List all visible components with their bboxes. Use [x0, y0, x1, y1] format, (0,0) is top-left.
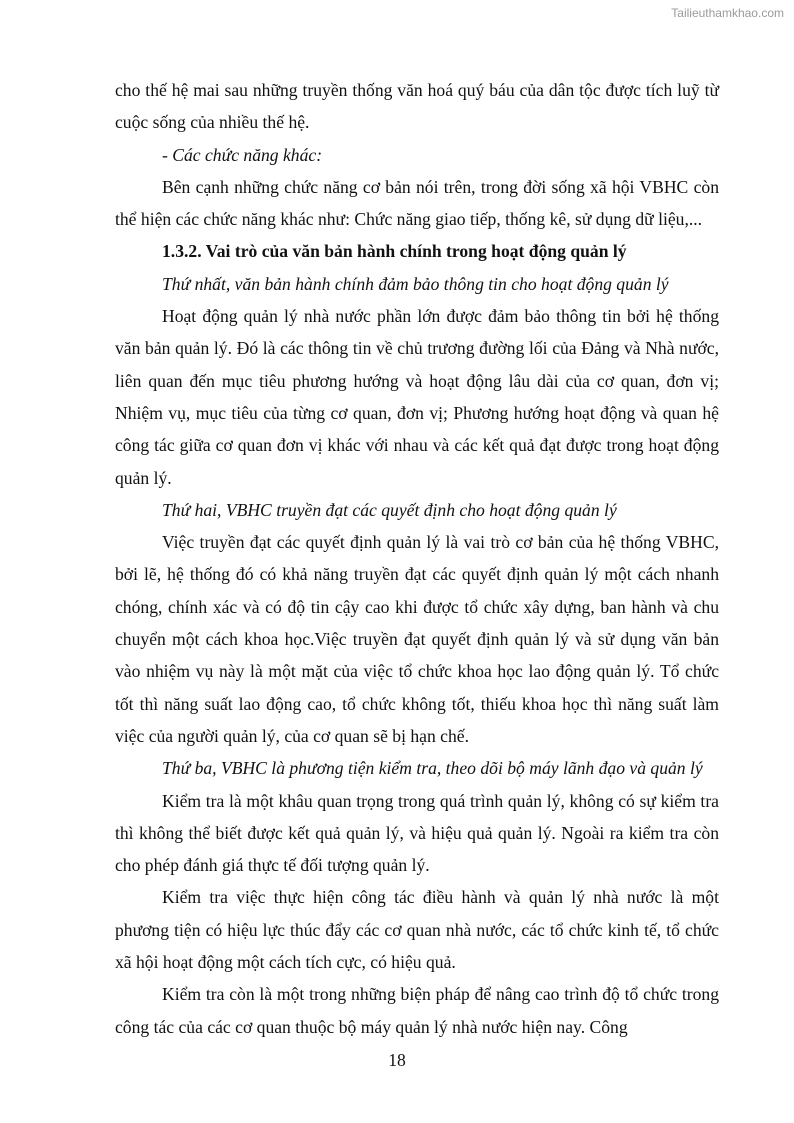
subheading-first-role: Thứ nhất, văn bản hành chính đảm bảo thông tin cho hoạt động quản lý — [162, 273, 669, 294]
paragraph-continuation: cho thế hệ mai sau những truyền thống văn hoá quý báu của dân tộc được tích luỹ từ cuộc sống của nhiều thế hệ. — [115, 80, 719, 133]
document-body — [115, 74, 719, 1043]
paragraph-second-role: Việc truyền đạt các quyết định quản lý là vai trò cơ bản của hệ thống VBHC, bởi lẽ, hệ thống đó có khả năng truyền đạt các quyết định quản lý một cách nhanh chóng, chính xác và có độ tin cậy cao khi được tổ chức xây dựng, ban hành và chu chuyển một cách khoa học.Việc truyền đạt quyết định quản lý và sử dụng văn bản vào nhiệm vụ này là một mặt của việc tổ chức khoa học lao động quản lý. Tổ chức tốt thì năng suất lao động cao, tổ chức không tốt, thiếu khoa học thì năng suất làm việc của người quản lý, của cơ quan sẽ bị hạn chế. — [115, 532, 719, 746]
section-heading-1-3-2: 1.3.2. Vai trò của văn bản hành chính trong hoạt động quản lý — [162, 241, 627, 262]
paragraph-inspection-effect: Kiểm tra việc thực hiện công tác điều hành và quản lý nhà nước là một phương tiện có hiệu lực thúc đẩy các cơ quan nhà nước, các tổ chức kinh tế, tổ chức xã hội hoạt động một cách tích cực, có hiệu quả. — [115, 887, 719, 973]
paragraph-other-functions: Bên cạnh những chức năng cơ bản nói trên, trong đời sống xã hội VBHC còn thể hiện các chức năng khác như: Chức năng giao tiếp, thống kê, sử dụng dữ liệu,... — [115, 176, 719, 230]
paragraph-inspection-importance: Kiểm tra là một khâu quan trọng trong quá trình quản lý, không có sự kiểm tra thì không thể biết được kết quả quản lý, và hiệu quả quản lý. Ngoài ra kiểm tra còn cho phép đánh giá thực tế đối tượng quản lý. — [115, 790, 719, 876]
subheading-other-functions: - Các chức năng khác: — [162, 144, 323, 165]
subheading-third-role: Thứ ba, VBHC là phương tiện kiểm tra, theo dõi bộ máy lãnh đạo và quản lý — [162, 758, 703, 779]
page-number: 18 — [388, 1050, 406, 1070]
subheading-second-role: Thứ hai, VBHC truyền đạt các quyết định cho hoạt động quản lý — [162, 499, 617, 520]
paragraph-first-role: Hoạt động quản lý nhà nước phần lớn được đảm bảo thông tin bởi hệ thống văn bản quản lý. Đó là các thông tin về chủ trương đường lối của Đảng và Nhà nước, liên quan đến mục tiêu phương hướng và hoạt động lâu dài của cơ quan, đơn vị; Nhiệm vụ, mục tiêu của từng cơ quan, đơn vị; Phương hướng hoạt động và quan hệ công tác giữa cơ quan đơn vị khác với nhau và các kết quả đạt được trong hoạt động quản lý. — [115, 306, 719, 488]
watermark-text: Tailieuthamkhao.com — [671, 6, 784, 20]
paragraph-inspection-measure: Kiểm tra còn là một trong những biện pháp để nâng cao trình độ tổ chức trong công tác của các cơ quan thuộc bộ máy quản lý nhà nước hiện nay. Công — [115, 984, 719, 1037]
